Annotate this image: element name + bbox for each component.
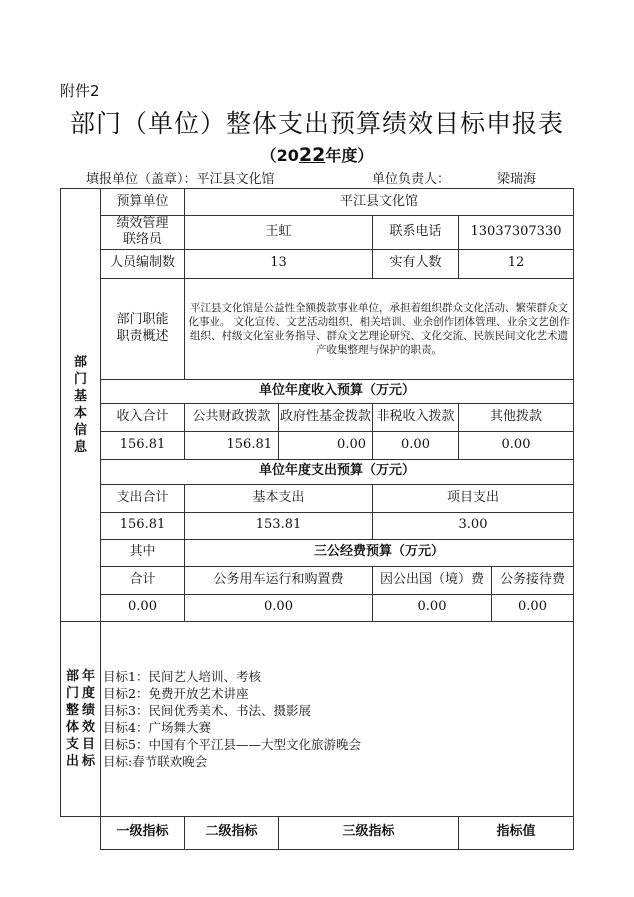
income-header: 公共财政拨款: [185, 403, 279, 431]
section-label-char: 标: [82, 753, 96, 769]
section-label-char: 门: [65, 685, 79, 701]
phone-label: 联系电话: [373, 216, 459, 250]
section-label-char: 出: [65, 753, 79, 769]
income-value: 156.81: [101, 431, 185, 459]
section-label-char: 效: [82, 719, 96, 735]
page-title: 部门（单位）整体支出预算绩效目标申报表: [69, 109, 564, 138]
leader-name: 梁瑞海: [497, 172, 537, 187]
goal-item: 目标4：广场舞大赛: [103, 719, 211, 735]
year-label: [0, 143, 634, 166]
budget-table: [60, 188, 574, 850]
sangong-value: 0.00: [373, 594, 492, 621]
sangong-value: 0.00: [101, 594, 185, 621]
contact-label: 绩效管理联络员: [101, 216, 185, 250]
expense-header: 项目支出: [373, 484, 574, 512]
actual-label: 实有人数: [373, 249, 459, 278]
goal-item: 目标:春节联欢晚会: [103, 753, 208, 769]
budget-unit-label: 预算单位: [101, 189, 185, 216]
duty-description: 平江县文化馆是公益性全额拨款事业单位，承担着组织群众文化活动、繁荣群众文化事业。 文化宣传、文艺活动组织、相关培训、业余创作团体管理、业余文艺创作组织、村级文化室业务指导、群众文艺理论研究、文化交流、民族民间文化艺术遗产收集整理与保护的职责。: [185, 278, 574, 379]
expense-header: 支出合计: [101, 484, 185, 512]
of-which-label: 其中: [101, 539, 185, 566]
goal-item: 目标5：中国有个平江县——大型文化旅游晚会: [103, 736, 361, 752]
section-label-char: 年: [82, 668, 96, 684]
section-label-char: 基: [73, 388, 87, 404]
staff-value: 13: [185, 249, 373, 278]
section-label-char: 本: [73, 405, 87, 421]
actual-value: 12: [459, 249, 574, 278]
year-suffix: 年度）: [325, 146, 374, 165]
expense-heading: 单位年度支出预算（万元）: [101, 459, 574, 484]
indicator-header-level1: 一级指标: [101, 816, 185, 849]
section-label-char: 整: [65, 702, 79, 718]
income-value: 156.81: [185, 431, 279, 459]
sangong-value: 0.00: [492, 594, 574, 621]
year-prefix: （20: [260, 146, 299, 165]
contact-value: 王虹: [185, 216, 373, 250]
goal-item: 目标2：免费开放艺术讲座: [103, 685, 249, 701]
section-label-char: 绩: [82, 702, 96, 718]
duty-label: 部门职能职责概述: [101, 278, 185, 379]
goal-item: 目标1：民间艺人培训、考核: [103, 668, 261, 684]
leader-label: 单位负责人：: [372, 172, 451, 187]
income-header: 其他拨款: [459, 403, 574, 431]
sangong-header: 因公出国（境）费: [373, 566, 492, 594]
expense-value: 153.81: [185, 512, 373, 539]
empty-cell: [61, 816, 101, 849]
section-label-char: 息: [73, 439, 87, 455]
goals-section-label: [61, 621, 101, 816]
sangong-header: 合计: [101, 566, 185, 594]
expense-value: 156.81: [101, 512, 185, 539]
sangong-header: 公务用车运行和购置费: [185, 566, 373, 594]
income-header: 非税收入拨款: [373, 403, 459, 431]
section-label-char: 部: [65, 668, 79, 684]
basic-info-section-label: [61, 189, 101, 622]
section-label-char: 信: [73, 422, 87, 438]
expense-value: 3.00: [373, 512, 574, 539]
annex-label: 附件2: [60, 82, 100, 100]
year-number: 22: [298, 144, 326, 166]
filling-unit: 填报单位（盖章）：平江县文化馆: [86, 172, 275, 187]
indicator-header-level3: 三级指标: [279, 816, 459, 849]
income-value: 0.00: [373, 431, 459, 459]
sangong-header: 公务接待费: [492, 566, 574, 594]
expense-header: 基本支出: [185, 484, 373, 512]
section-label-char: 度: [82, 685, 96, 701]
sangong-heading: 三公经费预算（万元）: [185, 539, 574, 566]
goal-item: 目标3：民间优秀美术、书法、摄影展: [103, 702, 311, 718]
income-value: 0.00: [459, 431, 574, 459]
section-label-char: 目: [82, 736, 96, 752]
goals-list: [101, 621, 574, 816]
income-header: 收入合计: [101, 403, 185, 431]
indicator-header-level2: 二级指标: [185, 816, 279, 849]
indicator-header-value: 指标值: [459, 816, 574, 849]
income-value: 0.00: [279, 431, 373, 459]
income-heading: 单位年度收入预算（万元）: [101, 379, 574, 403]
section-label-char: 体: [65, 719, 79, 735]
section-label-char: 门: [73, 371, 87, 387]
phone-value: 13037307330: [459, 216, 574, 250]
budget-unit-value: 平江县文化馆: [185, 189, 574, 216]
sangong-value: 0.00: [185, 594, 373, 621]
section-label-char: 部: [73, 354, 87, 370]
staff-label: 人员编制数: [101, 249, 185, 278]
section-label-char: 支: [65, 736, 79, 752]
income-header: 政府性基金拨款: [279, 403, 373, 431]
